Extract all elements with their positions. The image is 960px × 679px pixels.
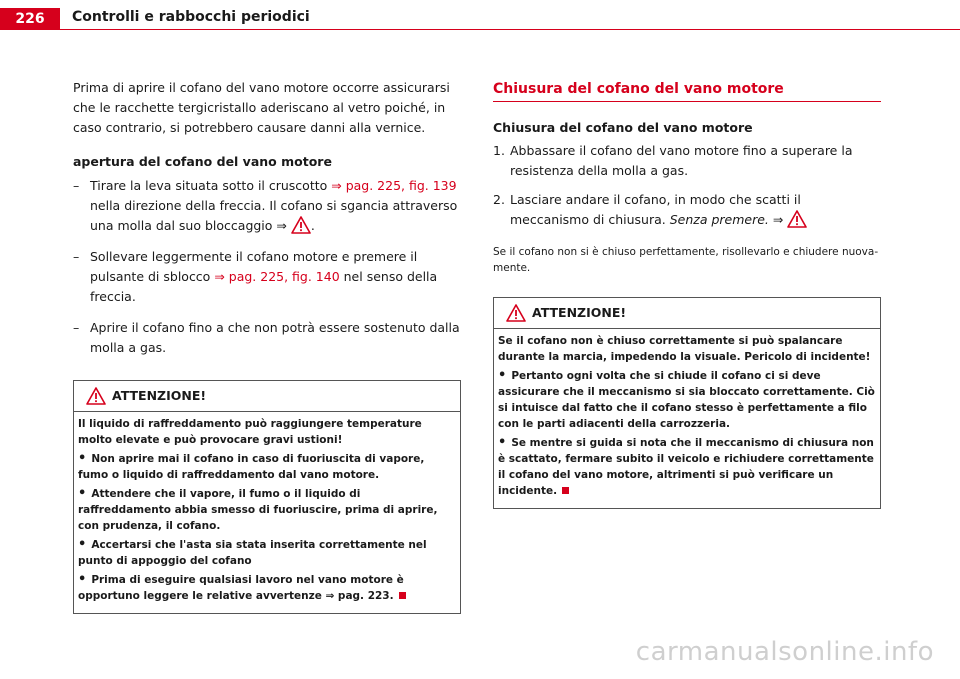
warning-box-body	[74, 412, 460, 613]
bullet-icon: •	[498, 368, 507, 383]
warning-box-header	[74, 381, 460, 412]
warning-triangle-icon[interactable]	[787, 210, 807, 228]
warning-lead: Se il cofano non è chiuso correttamente si può spalancare durante la marcia, impedendo la visuale. Pericolo di incidente!	[498, 335, 871, 363]
bullet-icon: •	[78, 572, 87, 587]
left-column	[73, 78, 461, 614]
closing-note: Se il cofano non si è chiuso perfettamente, risollevarlo e chiudere nuova- mente.	[493, 246, 879, 274]
intro-paragraph: Prima di aprire il cofano del vano motore occorre assicurarsi che le racchette tergicristallo aderiscano al vetro poiché, in caso contrario, si potrebbero causare danni alla vernice.	[73, 80, 450, 135]
warning-bullet: • Accertarsi che l'asta sia stata inserita correttamente nel punto di appoggio del cofano	[78, 537, 427, 567]
running-title: Controlli e rabbocchi periodici	[72, 9, 310, 25]
page-number: 226	[0, 8, 60, 30]
opening-step-2: – Sollevare leggermente il cofano motore e premere il pulsante di sblocco ⇒ pag. 225, fig. 140 nel senso della freccia.	[73, 249, 438, 304]
opening-subheading: apertura del cofano del vano motore	[73, 154, 332, 169]
closing-step-1: 1. Abbassare il cofano del vano motore fino a superare la resistenza della molla a gas.	[493, 143, 853, 178]
warning-bullet: • Pertanto ogni volta che si chiude il cofano ci si deve assicurare che il meccanismo si sia bloccato correttamente. Ciò si intuisce dal fatto che il cofano stesso è perfettamente a filo con le parti adiacenti della carrozzeria.	[498, 368, 875, 430]
bullet-icon: •	[78, 537, 87, 552]
bullet-icon: •	[78, 451, 87, 466]
watermark: carmanualsonline.info	[635, 637, 934, 667]
opening-step-3: – Aprire il cofano fino a che non potrà essere sostenuto dalla molla a gas.	[73, 320, 460, 355]
warning-box-header	[494, 298, 880, 329]
bullet-icon: •	[498, 435, 507, 450]
warning-box-body	[494, 329, 880, 508]
warning-bullet: • Non aprire mai il cofano in caso di fuoriuscita di vapore, fumo o liquido di raffreddamento dal vano motore.	[78, 451, 425, 481]
closing-subheading: Chiusura del cofano del vano motore	[493, 120, 753, 135]
page-reference-link[interactable]: ⇒ pag. 225, fig. 140	[214, 269, 340, 284]
warning-triangle-icon[interactable]	[291, 216, 311, 234]
right-column	[493, 80, 881, 509]
page-header	[0, 0, 960, 32]
warning-triangle-icon	[506, 304, 526, 322]
warning-bullet: • Se mentre si guida si nota che il meccanismo di chiusura non è scattato, fermare subito il veicolo e richiudere correttamente il cofano del vano motore, altrimenti si può verificare un incidente.	[498, 435, 874, 497]
warning-title: ATTENZIONE!	[112, 388, 207, 403]
header-rule	[60, 29, 960, 30]
warning-box-opening	[73, 380, 461, 614]
warning-lead: Il liquido di raffreddamento può raggiungere temperature molto elevate e può provocare gravi ustioni!	[78, 418, 422, 446]
warning-triangle-icon	[86, 387, 106, 405]
warning-box-closing	[493, 297, 881, 509]
section-title: Chiusura del cofano del vano motore	[493, 80, 881, 102]
bullet-icon: •	[78, 486, 87, 501]
warning-title: ATTENZIONE!	[532, 305, 627, 320]
warning-bullet: • Prima di eseguire qualsiasi lavoro nel vano motore è opportuno leggere le relative avvertenze ⇒ pag. 223.	[78, 572, 404, 602]
warning-bullet: • Attendere che il vapore, il fumo o il liquido di raffreddamento abbia smesso di fuoriuscire, prima di aprire, con prudenza, il cofano.	[78, 486, 438, 532]
end-square-icon	[562, 487, 569, 494]
page-reference-link[interactable]: ⇒ pag. 225, fig. 139	[331, 178, 457, 193]
end-square-icon	[399, 592, 406, 599]
opening-step-1: – Tirare la leva situata sotto il cruscotto ⇒ pag. 225, fig. 139 nella direzione della freccia. Il cofano si sgancia attraverso una molla dal suo bloccaggio ⇒ .	[73, 178, 458, 233]
closing-step-2: 2. Lasciare andare il cofano, in modo che scatti il meccanismo di chiusura. Senza premere. ⇒	[493, 190, 881, 230]
